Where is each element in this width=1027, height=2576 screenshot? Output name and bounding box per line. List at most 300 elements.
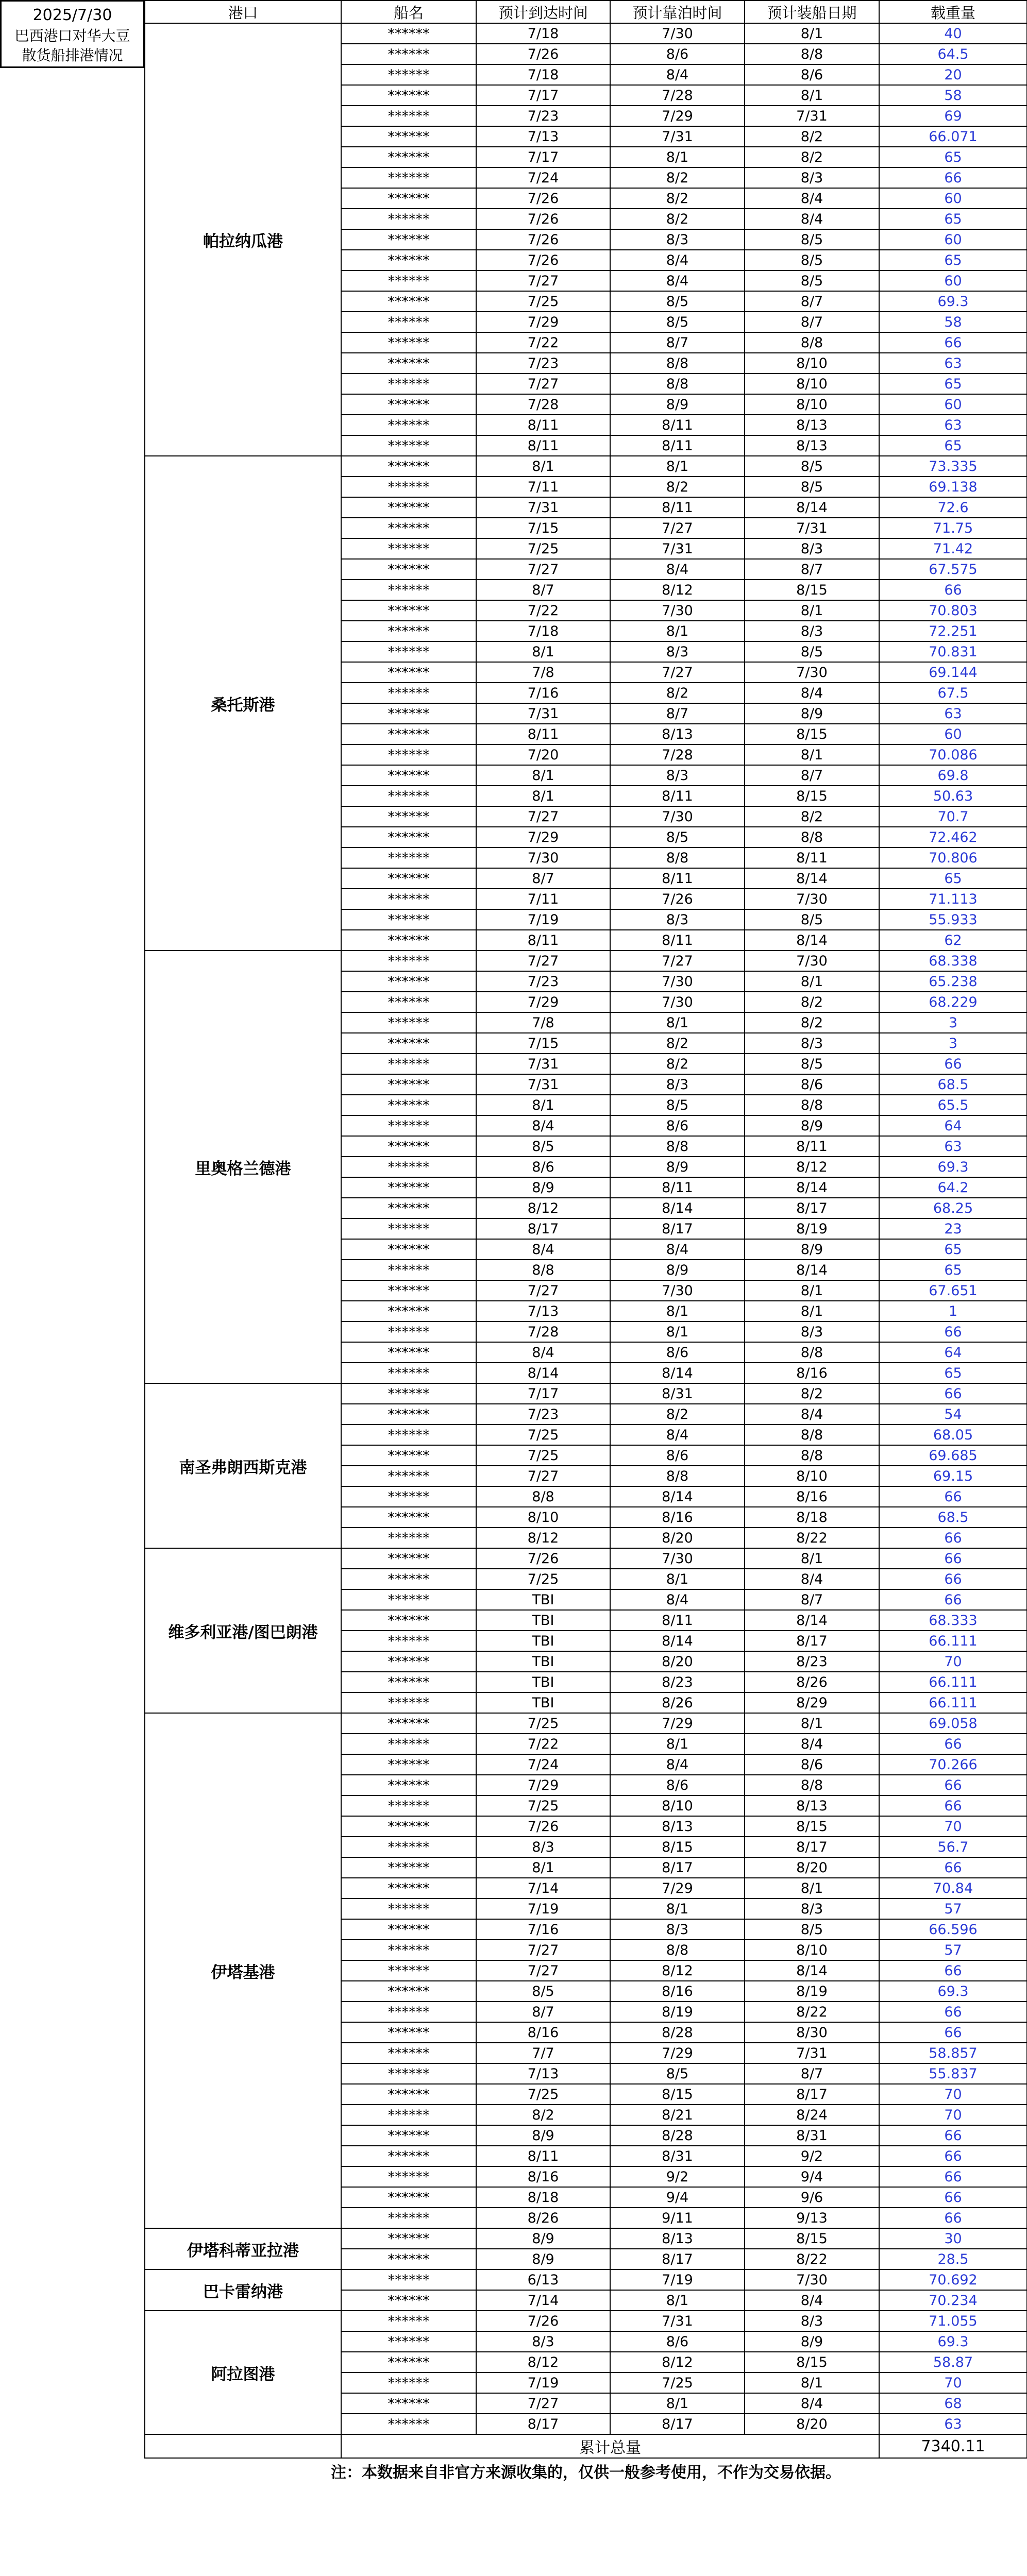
load-cell: 68.05 xyxy=(879,1425,1027,1445)
load-cell: 58.857 xyxy=(879,2043,1027,2063)
ship-name-cell: ****** xyxy=(341,291,476,312)
berth-cell: 8/9 xyxy=(610,394,745,415)
arrival-cell: 7/25 xyxy=(476,1795,610,1816)
berth-cell: 8/1 xyxy=(610,2393,745,2414)
header-port: 港口 xyxy=(145,1,341,23)
berth-cell: 8/3 xyxy=(610,1074,745,1095)
load-cell: 68.338 xyxy=(879,951,1027,971)
loading-cell: 7/30 xyxy=(745,662,879,683)
berth-cell: 8/4 xyxy=(610,1425,745,1445)
berth-cell: 8/1 xyxy=(610,1301,745,1321)
arrival-cell: 8/7 xyxy=(476,868,610,889)
berth-cell: 8/8 xyxy=(610,1940,745,1960)
load-cell: 69.3 xyxy=(879,1157,1027,1177)
arrival-cell: 8/12 xyxy=(476,1198,610,1218)
ship-name-cell: ****** xyxy=(341,1157,476,1177)
loading-cell: 8/5 xyxy=(745,270,879,291)
berth-cell: 8/2 xyxy=(610,1054,745,1074)
loading-cell: 8/1 xyxy=(745,1301,879,1321)
arrival-cell: 8/1 xyxy=(476,1095,610,1115)
berth-cell: 7/31 xyxy=(610,538,745,559)
ship-name-cell: ****** xyxy=(341,1651,476,1672)
loading-cell: 8/30 xyxy=(745,2022,879,2043)
disclaimer-note: 注：本数据来自非官方来源收集的，仅供一般参考使用，不作为交易依据。 xyxy=(331,2463,841,2482)
ship-name-cell: ****** xyxy=(341,1899,476,1919)
header-load: 载重量 xyxy=(879,1,1027,23)
ship-name-cell: ****** xyxy=(341,1383,476,1404)
arrival-cell: 7/27 xyxy=(476,951,610,971)
berth-cell: 8/2 xyxy=(610,477,745,497)
arrival-cell: 7/8 xyxy=(476,1012,610,1033)
load-cell: 69.685 xyxy=(879,1445,1027,1466)
ship-name-cell: ****** xyxy=(341,1940,476,1960)
loading-cell: 8/5 xyxy=(745,456,879,477)
load-cell: 50.63 xyxy=(879,786,1027,806)
load-cell: 63 xyxy=(879,703,1027,724)
loading-cell: 8/29 xyxy=(745,1692,879,1713)
arrival-cell: 8/16 xyxy=(476,2022,610,2043)
berth-cell: 8/4 xyxy=(610,559,745,580)
berth-cell: 8/7 xyxy=(610,332,745,353)
loading-cell: 9/13 xyxy=(745,2208,879,2228)
ship-name-cell: ****** xyxy=(341,580,476,600)
berth-cell: 7/30 xyxy=(610,1280,745,1301)
berth-cell: 8/11 xyxy=(610,435,745,456)
berth-cell: 7/27 xyxy=(610,518,745,538)
loading-cell: 8/24 xyxy=(745,2105,879,2125)
arrival-cell: 8/12 xyxy=(476,2352,610,2372)
load-cell: 66 xyxy=(879,1857,1027,1878)
load-cell: 65 xyxy=(879,435,1027,456)
loading-cell: 8/1 xyxy=(745,1280,879,1301)
ship-name-cell: ****** xyxy=(341,1074,476,1095)
load-cell: 66 xyxy=(879,580,1027,600)
ship-name-cell: ****** xyxy=(341,270,476,291)
arrival-cell: 8/1 xyxy=(476,456,610,477)
arrival-cell: 7/25 xyxy=(476,1445,610,1466)
ship-name-cell: ****** xyxy=(341,1342,476,1363)
load-cell: 40 xyxy=(879,23,1027,44)
berth-cell: 8/11 xyxy=(610,868,745,889)
arrival-cell: 7/18 xyxy=(476,64,610,85)
load-cell: 70.692 xyxy=(879,2269,1027,2290)
ship-name-cell: ****** xyxy=(341,1713,476,1734)
berth-cell: 8/17 xyxy=(610,2414,745,2434)
loading-cell: 8/8 xyxy=(745,1095,879,1115)
berth-cell: 8/6 xyxy=(610,2331,745,2352)
berth-cell: 8/19 xyxy=(610,2002,745,2022)
arrival-cell: 7/23 xyxy=(476,971,610,992)
load-cell: 69.3 xyxy=(879,291,1027,312)
berth-cell: 7/30 xyxy=(610,806,745,827)
berth-cell: 8/11 xyxy=(610,1177,745,1198)
ship-name-cell: ****** xyxy=(341,2125,476,2146)
berth-cell: 8/4 xyxy=(610,250,745,270)
ship-name-cell: ****** xyxy=(341,1734,476,1754)
loading-cell: 8/2 xyxy=(745,1383,879,1404)
load-cell: 70 xyxy=(879,1651,1027,1672)
port-name-cell: 阿拉图港 xyxy=(145,2311,341,2434)
load-cell: 66 xyxy=(879,1734,1027,1754)
ship-name-cell: ****** xyxy=(341,827,476,848)
loading-cell: 8/15 xyxy=(745,786,879,806)
berth-cell: 7/26 xyxy=(610,889,745,909)
berth-cell: 7/29 xyxy=(610,1878,745,1899)
arrival-cell: 7/24 xyxy=(476,167,610,188)
load-cell: 20 xyxy=(879,64,1027,85)
berth-cell: 8/9 xyxy=(610,1260,745,1280)
load-cell: 72.6 xyxy=(879,497,1027,518)
arrival-cell: 7/17 xyxy=(476,147,610,167)
load-cell: 66 xyxy=(879,2187,1027,2208)
arrival-cell: 8/4 xyxy=(476,1115,610,1136)
berth-cell: 8/2 xyxy=(610,1033,745,1054)
ship-name-cell: ****** xyxy=(341,2311,476,2331)
loading-cell: 8/5 xyxy=(745,477,879,497)
lineup-table xyxy=(144,0,1027,2483)
load-cell: 66.071 xyxy=(879,126,1027,147)
loading-cell: 8/1 xyxy=(745,85,879,106)
berth-cell: 8/28 xyxy=(610,2125,745,2146)
berth-cell: 8/11 xyxy=(610,415,745,435)
arrival-cell: 7/25 xyxy=(476,291,610,312)
load-cell: 66.111 xyxy=(879,1631,1027,1651)
arrival-cell: 7/14 xyxy=(476,2290,610,2311)
load-cell: 65 xyxy=(879,374,1027,394)
arrival-cell: TBI xyxy=(476,1610,610,1631)
arrival-cell: 7/17 xyxy=(476,1383,610,1404)
ship-name-cell: ****** xyxy=(341,518,476,538)
load-cell: 70.266 xyxy=(879,1754,1027,1775)
load-cell: 65 xyxy=(879,1239,1027,1260)
arrival-cell: 8/12 xyxy=(476,1528,610,1548)
loading-cell: 8/3 xyxy=(745,621,879,641)
berth-cell: 8/20 xyxy=(610,1651,745,1672)
arrival-cell: 7/26 xyxy=(476,1548,610,1569)
load-cell: 65 xyxy=(879,147,1027,167)
berth-cell: 8/8 xyxy=(610,1136,745,1157)
arrival-cell: 8/11 xyxy=(476,2146,610,2166)
loading-cell: 8/5 xyxy=(745,1054,879,1074)
arrival-cell: 8/9 xyxy=(476,2228,610,2249)
loading-cell: 8/7 xyxy=(745,2063,879,2084)
ship-name-cell: ****** xyxy=(341,394,476,415)
loading-cell: 8/15 xyxy=(745,1816,879,1837)
arrival-cell: 8/5 xyxy=(476,1981,610,2002)
load-cell: 72.251 xyxy=(879,621,1027,641)
ship-name-cell: ****** xyxy=(341,662,476,683)
arrival-cell: 8/1 xyxy=(476,1857,610,1878)
total-row xyxy=(145,2434,1027,2458)
loading-cell: 8/22 xyxy=(745,2002,879,2022)
ship-name-cell: ****** xyxy=(341,353,476,374)
ship-name-cell: ****** xyxy=(341,2290,476,2311)
ship-name-cell: ****** xyxy=(341,1445,476,1466)
arrival-cell: 7/27 xyxy=(476,270,610,291)
berth-cell: 7/29 xyxy=(610,106,745,126)
ship-name-cell: ****** xyxy=(341,1218,476,1239)
ship-name-cell: ****** xyxy=(341,909,476,930)
arrival-cell: 7/26 xyxy=(476,1816,610,1837)
arrival-cell: 8/10 xyxy=(476,1507,610,1528)
arrival-cell: 6/13 xyxy=(476,2269,610,2290)
loading-cell: 9/6 xyxy=(745,2187,879,2208)
arrival-cell: 7/22 xyxy=(476,332,610,353)
loading-cell: 8/31 xyxy=(745,2125,879,2146)
ship-name-cell: ****** xyxy=(341,786,476,806)
ship-name-cell: ****** xyxy=(341,1754,476,1775)
berth-cell: 8/4 xyxy=(610,64,745,85)
load-cell: 63 xyxy=(879,2414,1027,2434)
ship-name-cell: ****** xyxy=(341,744,476,765)
loading-cell: 8/7 xyxy=(745,1589,879,1610)
load-cell: 66 xyxy=(879,1775,1027,1795)
loading-cell: 8/10 xyxy=(745,1940,879,1960)
ship-name-cell: ****** xyxy=(341,1692,476,1713)
loading-cell: 8/9 xyxy=(745,703,879,724)
berth-cell: 8/13 xyxy=(610,1816,745,1837)
ship-name-cell: ****** xyxy=(341,2063,476,2084)
load-cell: 64 xyxy=(879,1342,1027,1363)
table-body xyxy=(145,23,1027,2434)
loading-cell: 8/4 xyxy=(745,2393,879,2414)
loading-cell: 8/2 xyxy=(745,1012,879,1033)
header-arrival: 预计到达时间 xyxy=(476,1,610,23)
berth-cell: 8/21 xyxy=(610,2105,745,2125)
loading-cell: 8/6 xyxy=(745,1074,879,1095)
ship-name-cell: ****** xyxy=(341,538,476,559)
berth-cell: 8/11 xyxy=(610,497,745,518)
ship-name-cell: ****** xyxy=(341,477,476,497)
loading-cell: 7/31 xyxy=(745,518,879,538)
loading-cell: 8/11 xyxy=(745,1136,879,1157)
berth-cell: 7/31 xyxy=(610,2311,745,2331)
ship-name-cell: ****** xyxy=(341,2393,476,2414)
ship-name-cell: ****** xyxy=(341,868,476,889)
berth-cell: 8/4 xyxy=(610,270,745,291)
loading-cell: 8/14 xyxy=(745,1177,879,1198)
berth-cell: 7/29 xyxy=(610,1713,745,1734)
ship-name-cell: ****** xyxy=(341,374,476,394)
loading-cell: 8/10 xyxy=(745,353,879,374)
load-cell: 73.335 xyxy=(879,456,1027,477)
loading-cell: 8/17 xyxy=(745,1631,879,1651)
load-cell: 3 xyxy=(879,1033,1027,1054)
load-cell: 71.42 xyxy=(879,538,1027,559)
ship-name-cell: ****** xyxy=(341,2228,476,2249)
berth-cell: 8/16 xyxy=(610,1507,745,1528)
load-cell: 63 xyxy=(879,353,1027,374)
berth-cell: 8/12 xyxy=(610,1960,745,1981)
loading-cell: 8/3 xyxy=(745,538,879,559)
ship-name-cell: ****** xyxy=(341,229,476,250)
load-cell: 69.138 xyxy=(879,477,1027,497)
arrival-cell: 8/9 xyxy=(476,2249,610,2269)
berth-cell: 8/6 xyxy=(610,1115,745,1136)
load-cell: 67.5 xyxy=(879,683,1027,703)
arrival-cell: 7/25 xyxy=(476,538,610,559)
ship-name-cell: ****** xyxy=(341,1177,476,1198)
load-cell: 64.2 xyxy=(879,1177,1027,1198)
load-cell: 66.111 xyxy=(879,1672,1027,1692)
load-cell: 65.238 xyxy=(879,971,1027,992)
ship-name-cell: ****** xyxy=(341,806,476,827)
berth-cell: 8/16 xyxy=(610,1981,745,2002)
arrival-cell: 7/31 xyxy=(476,1074,610,1095)
arrival-cell: 7/17 xyxy=(476,85,610,106)
loading-cell: 8/20 xyxy=(745,1857,879,1878)
ship-name-cell: ****** xyxy=(341,600,476,621)
arrival-cell: 7/27 xyxy=(476,1466,610,1486)
berth-cell: 8/31 xyxy=(610,1383,745,1404)
load-cell: 66 xyxy=(879,1321,1027,1342)
ship-name-cell: ****** xyxy=(341,2084,476,2105)
load-cell: 1 xyxy=(879,1301,1027,1321)
arrival-cell: 8/3 xyxy=(476,2331,610,2352)
arrival-cell: 8/17 xyxy=(476,2414,610,2434)
loading-cell: 8/15 xyxy=(745,2228,879,2249)
loading-cell: 8/23 xyxy=(745,1651,879,1672)
load-cell: 69 xyxy=(879,106,1027,126)
berth-cell: 7/30 xyxy=(610,600,745,621)
berth-cell: 8/31 xyxy=(610,2146,745,2166)
ship-name-cell: ****** xyxy=(341,497,476,518)
ship-name-cell: ****** xyxy=(341,1610,476,1631)
ship-name-cell: ****** xyxy=(341,1280,476,1301)
berth-cell: 7/28 xyxy=(610,744,745,765)
load-cell: 70.234 xyxy=(879,2290,1027,2311)
ship-name-cell: ****** xyxy=(341,415,476,435)
arrival-cell: 7/18 xyxy=(476,621,610,641)
berth-cell: 9/2 xyxy=(610,2166,745,2187)
total-spacer xyxy=(145,2434,341,2458)
loading-cell: 8/4 xyxy=(745,683,879,703)
loading-cell: 8/14 xyxy=(745,1960,879,1981)
ship-name-cell: ****** xyxy=(341,765,476,786)
port-name-cell: 帕拉纳瓜港 xyxy=(145,23,341,456)
ship-name-cell: ****** xyxy=(341,44,476,64)
table-row xyxy=(145,23,1027,44)
loading-cell: 8/15 xyxy=(745,2352,879,2372)
ship-name-cell: ****** xyxy=(341,992,476,1012)
load-cell: 66 xyxy=(879,1383,1027,1404)
loading-cell: 8/4 xyxy=(745,1404,879,1425)
ship-name-cell: ****** xyxy=(341,703,476,724)
loading-cell: 8/17 xyxy=(745,1837,879,1857)
table-row xyxy=(145,2228,1027,2249)
report-corner-header xyxy=(0,0,144,68)
arrival-cell: 7/16 xyxy=(476,683,610,703)
loading-cell: 8/22 xyxy=(745,2249,879,2269)
load-cell: 69.8 xyxy=(879,765,1027,786)
load-cell: 58 xyxy=(879,312,1027,332)
arrival-cell: 7/15 xyxy=(476,518,610,538)
ship-name-cell: ****** xyxy=(341,23,476,44)
load-cell: 55.933 xyxy=(879,909,1027,930)
load-cell: 69.3 xyxy=(879,1981,1027,2002)
ship-name-cell: ****** xyxy=(341,2249,476,2269)
port-name-cell: 桑托斯港 xyxy=(145,456,341,951)
arrival-cell: 7/31 xyxy=(476,703,610,724)
loading-cell: 8/19 xyxy=(745,1218,879,1239)
berth-cell: 8/6 xyxy=(610,44,745,64)
load-cell: 66 xyxy=(879,2146,1027,2166)
ship-name-cell: ****** xyxy=(341,2187,476,2208)
arrival-cell: 8/5 xyxy=(476,1136,610,1157)
arrival-cell: 7/25 xyxy=(476,1425,610,1445)
arrival-cell: 7/23 xyxy=(476,1404,610,1425)
berth-cell: 8/8 xyxy=(610,1466,745,1486)
ship-name-cell: ****** xyxy=(341,188,476,209)
load-cell: 70.803 xyxy=(879,600,1027,621)
berth-cell: 8/1 xyxy=(610,1012,745,1033)
load-cell: 66 xyxy=(879,1589,1027,1610)
load-cell: 23 xyxy=(879,1218,1027,1239)
berth-cell: 7/30 xyxy=(610,23,745,44)
loading-cell: 8/7 xyxy=(745,765,879,786)
arrival-cell: 7/31 xyxy=(476,497,610,518)
arrival-cell: 8/11 xyxy=(476,415,610,435)
berth-cell: 8/1 xyxy=(610,1899,745,1919)
load-cell: 67.575 xyxy=(879,559,1027,580)
arrival-cell: 7/26 xyxy=(476,2311,610,2331)
load-cell: 66 xyxy=(879,2208,1027,2228)
load-cell: 60 xyxy=(879,188,1027,209)
berth-cell: 8/11 xyxy=(610,1610,745,1631)
load-cell: 70 xyxy=(879,2105,1027,2125)
ship-name-cell: ****** xyxy=(341,1775,476,1795)
arrival-cell: 7/28 xyxy=(476,394,610,415)
arrival-cell: 8/16 xyxy=(476,2166,610,2187)
load-cell: 55.837 xyxy=(879,2063,1027,2084)
loading-cell: 7/30 xyxy=(745,2269,879,2290)
load-cell: 68.333 xyxy=(879,1610,1027,1631)
arrival-cell: 8/9 xyxy=(476,2125,610,2146)
ship-name-cell: ****** xyxy=(341,1960,476,1981)
arrival-cell: 7/8 xyxy=(476,662,610,683)
ship-name-cell: ****** xyxy=(341,1033,476,1054)
ship-name-cell: ****** xyxy=(341,2002,476,2022)
berth-cell: 8/1 xyxy=(610,1321,745,1342)
arrival-cell: 7/26 xyxy=(476,250,610,270)
loading-cell: 8/10 xyxy=(745,394,879,415)
ship-name-cell: ****** xyxy=(341,85,476,106)
berth-cell: 8/3 xyxy=(610,1919,745,1940)
load-cell: 57 xyxy=(879,1899,1027,1919)
load-cell: 71.113 xyxy=(879,889,1027,909)
ship-name-cell: ****** xyxy=(341,312,476,332)
berth-cell: 8/15 xyxy=(610,2084,745,2105)
load-cell: 63 xyxy=(879,415,1027,435)
berth-cell: 8/11 xyxy=(610,786,745,806)
berth-cell: 8/1 xyxy=(610,147,745,167)
loading-cell: 8/1 xyxy=(745,600,879,621)
ship-name-cell: ****** xyxy=(341,167,476,188)
loading-cell: 8/1 xyxy=(745,23,879,44)
ship-name-cell: ****** xyxy=(341,147,476,167)
load-cell: 72.462 xyxy=(879,827,1027,848)
ship-name-cell: ****** xyxy=(341,2166,476,2187)
load-cell: 30 xyxy=(879,2228,1027,2249)
load-cell: 70.7 xyxy=(879,806,1027,827)
load-cell: 71.055 xyxy=(879,2311,1027,2331)
loading-cell: 8/8 xyxy=(745,1775,879,1795)
arrival-cell: TBI xyxy=(476,1672,610,1692)
berth-cell: 8/2 xyxy=(610,188,745,209)
arrival-cell: 8/8 xyxy=(476,1486,610,1507)
berth-cell: 8/5 xyxy=(610,312,745,332)
ship-name-cell: ****** xyxy=(341,641,476,662)
